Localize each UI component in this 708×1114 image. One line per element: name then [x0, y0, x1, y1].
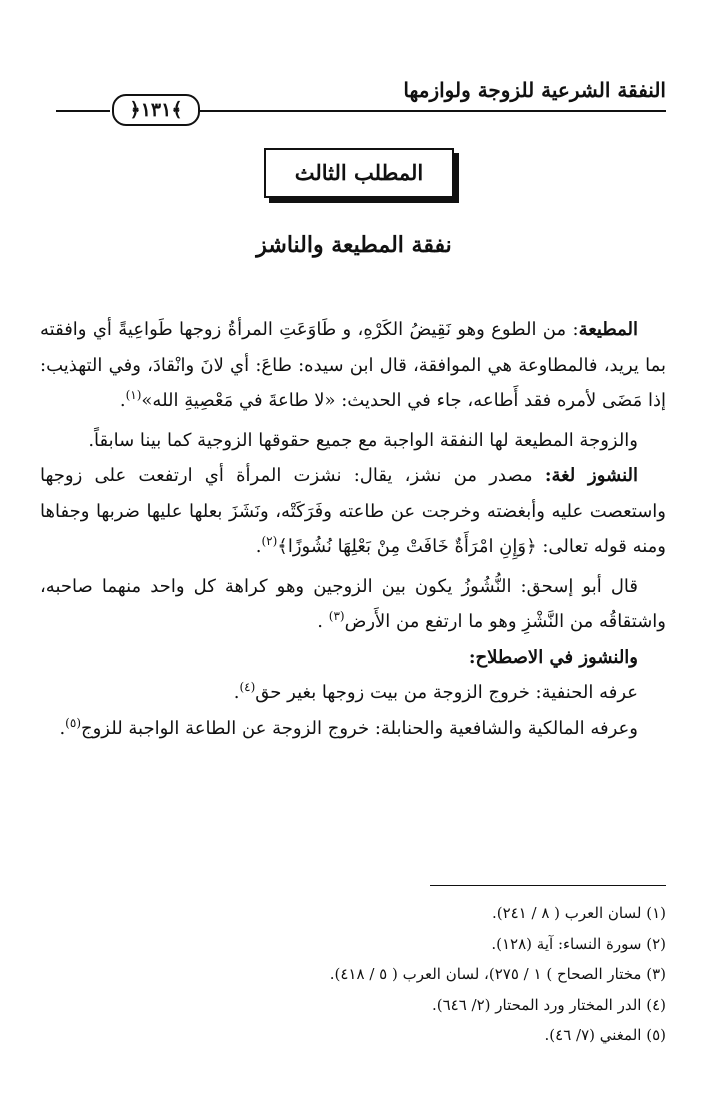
paragraph: قال أبو إسحق: النُّشُوزُ يكون بين الزوجين وهو كراهة كل واحد منهما صاحبه، واشتقاقُه من النَّشْزِ وهو ما ارتفع من الأَرض$^{(٣)}$ .	[40, 575, 666, 632]
defined-term: النشوز لغة:	[544, 465, 638, 486]
header-rule	[56, 110, 110, 112]
running-title: النفقة الشرعية للزوجة ولوازمها	[403, 78, 666, 102]
footnote-ref: (٢)	[261, 534, 278, 548]
page-number: ﴿١٣١﴾	[112, 94, 200, 126]
paragraph: والزوجة المطيعة لها النفقة الواجبة مع جميع حقوقها الزوجية كما بينا سابقاً.	[88, 429, 638, 451]
footnotes	[46, 898, 666, 1051]
footnote-ref: (٤)	[239, 680, 256, 694]
footnote-ref: (١)	[125, 388, 142, 402]
header-rule	[196, 110, 666, 112]
paragraph-text: قال أبو إسحق: النُّشُوزُ يكون بين الزوجين وهو كراهة كل واحد منهما صاحبه، واشتقاقُه من النَّشْزِ وهو ما ارتفع من الأَرض	[40, 575, 666, 632]
footnote-ref: (٥)	[65, 715, 81, 730]
paragraph-text: عرفه الحنفية: خروج الزوجة من بيت زوجها بغير حق	[255, 682, 638, 703]
footnote-ref: (٣)	[328, 609, 345, 623]
footnote: (٣) مختار الصحاح ) ١ / ٢٧٥)، لسان العرب ( ٥ / ٤١٨).	[329, 965, 666, 983]
paragraph: المطيعة: من الطوع وهو نَقِيضُ الكَرْهِ، و طَاوَعَتِ المرأةُ زوجها طَواعِيةً أي وافقته بما يريد، فالمطاوعة هي الموافقة، قال ابن سيده: طاعَ: أي لانَ وانْقادَ، وفي التهذيب: إذا مَضَى لأمره فقد أَطاعه، جاء في الحديث: «لا طاعةَ في مَعْصِيةِ الله»$^{(١)}$.	[40, 319, 666, 411]
paragraph-text: وعرفه المالكية والشافعية والحنابلة: خروج الزوجة عن الطاعة الواجبة للزوج	[81, 717, 638, 739]
defined-term: المطيعة	[578, 319, 638, 340]
paragraph-text: : من الطوع وهو نَقِيضُ الكَرْهِ، و طَاوَعَتِ المرأةُ زوجها طَواعِيةً أي وافقته بما يريد، فالمطاوعة هي الموافقة، قال ابن سيده: طاعَ: أي لانَ وانْقادَ، وفي التهذيب: إذا مَضَى لأمره فقد أَطاعه، جاء في الحديث: «لا طاعةَ في مَعْصِيةِ الله»	[40, 319, 666, 411]
section-subtitle: نفقة المطيعة والناشز	[256, 232, 452, 258]
paragraph: عرفه الحنفية: خروج الزوجة من بيت زوجها بغير حق$^{(٤)}$.	[233, 680, 638, 703]
paragraph: النشوز لغة: مصدر من نشز، يقال: نشزت المرأة أي ارتفعت على زوجها واستعصت عليه وأبغضته وخرجت عن طاعته وفَرَكَتْه، ونَشَزَ بعلها عليها ضربها وجفاها ومنه قوله تعالى: ﴿وَإِنِ امْرَأَةٌ خَافَتْ مِنْ بَعْلِهَا نُشُوزًا﴾$^{(٢)}$.	[40, 465, 666, 557]
subheading: والنشوز في الاصطلاح:	[468, 646, 638, 668]
footnote: (٥) المغني (٧/ ٤٦).	[544, 1026, 666, 1044]
paragraph: وعرفه المالكية والشافعية والحنابلة: خروج الزوجة عن الطاعة الواجبة للزوج$^{(٥)}$.	[59, 715, 638, 739]
footnote: (٤) الدر المختار ورد المحتار (٢/ ٦٤٦).	[431, 995, 666, 1014]
section-heading: المطلب الثالث	[264, 148, 454, 198]
paragraph-text: مصدر من نشز، يقال: نشزت المرأة أي ارتفعت على زوجها واستعصت عليه وأبغضته وخرجت عن طاعته وفَرَكَتْه، ونَشَزَ بعلها عليها ضربها وجفاها ومنه قوله تعالى: ﴿وَإِنِ امْرَأَةٌ خَافَتْ مِنْ بَعْلِهَا نُشُوزًا﴾	[40, 465, 666, 557]
body-text	[40, 312, 666, 746]
footnote: (١) لسان العرب ( ٨ / ٢٤١).	[491, 904, 666, 922]
footnote: (٢) سورة النساء: آية (١٢٨).	[491, 934, 666, 953]
footnote-separator	[430, 885, 666, 886]
